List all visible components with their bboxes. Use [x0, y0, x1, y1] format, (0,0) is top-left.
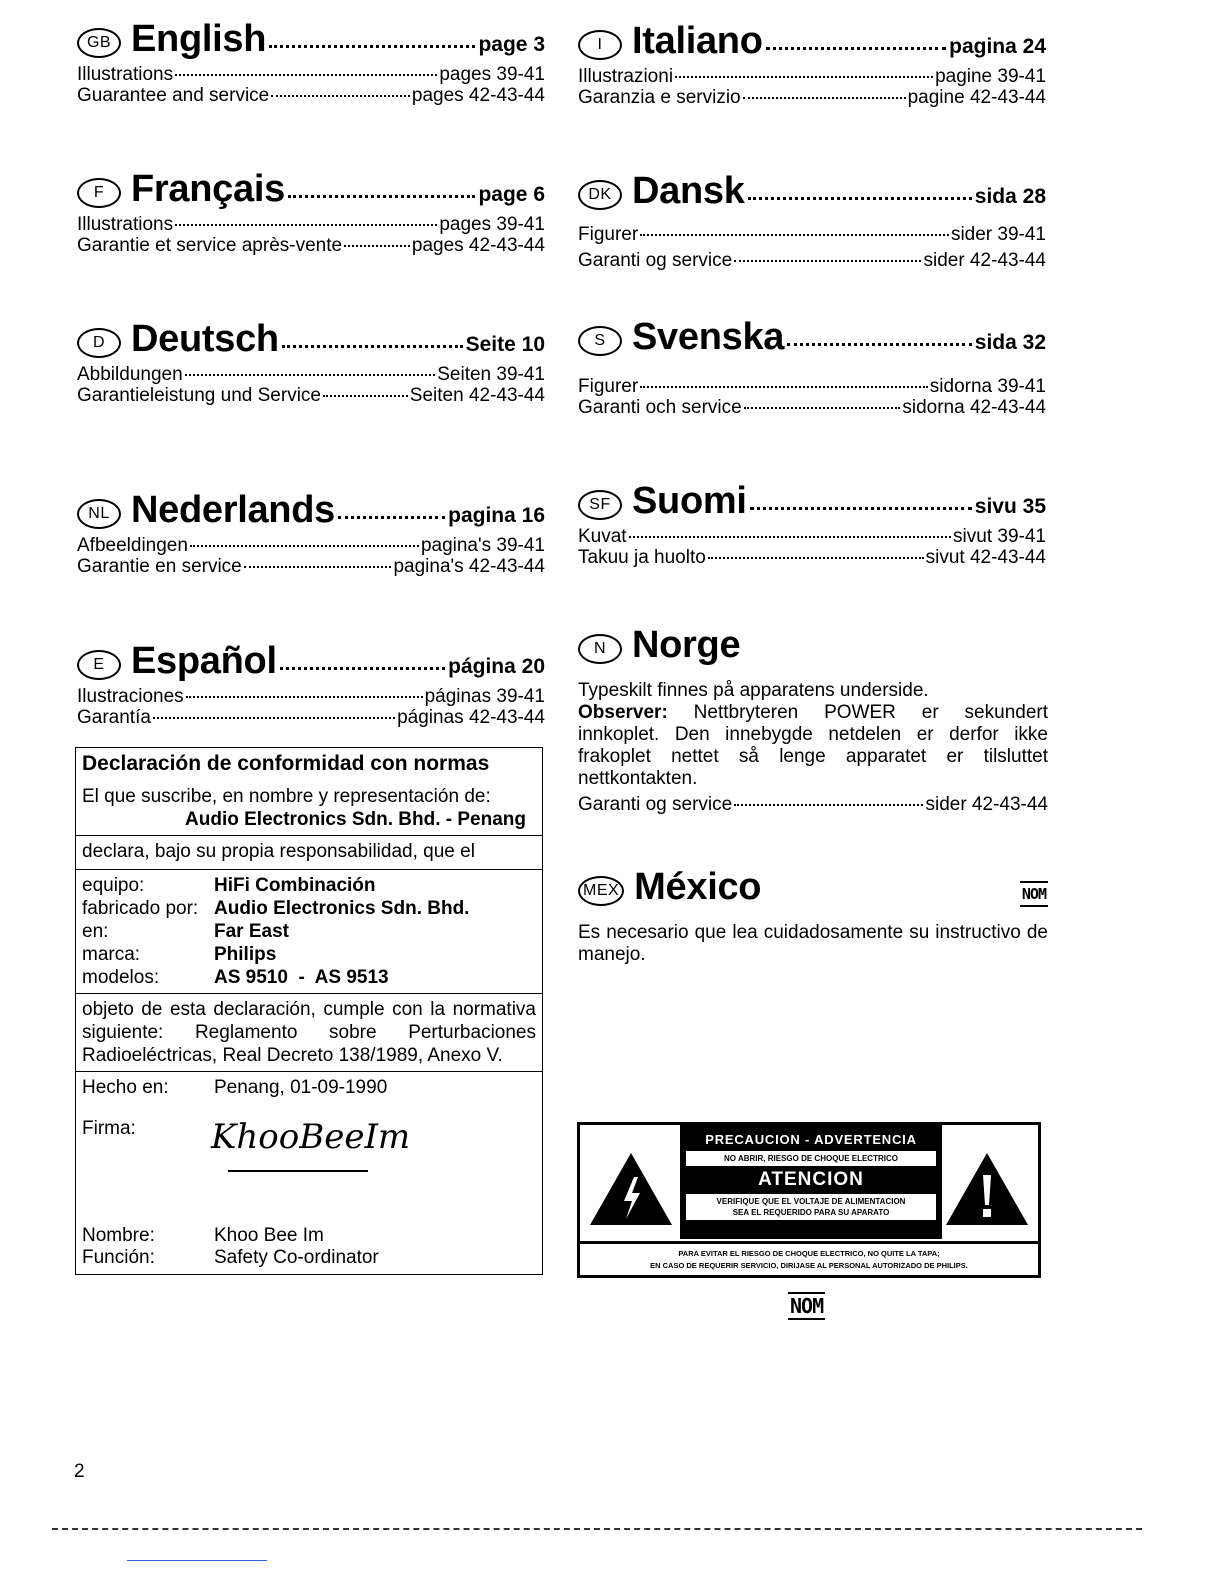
country-badge-sf: SF — [578, 490, 622, 520]
lang-svenska — [578, 316, 1046, 418]
warning-center: PRECAUCION - ADVERTENCIA NO ABRIR, RIESGO DE CHOQUE ELECTRICO ATENCION VERIFIQUE QUE EL VOLTAJE DE ALIMENTACION SEA EL REQUERIDO PARA SU APARATO — [680, 1125, 942, 1239]
country-badge-d: D — [77, 328, 121, 358]
toc-row: Afbeeldingen pagina's 39-41 — [77, 535, 545, 556]
declaration-intro: El que suscribe, en nombre y representación de: — [82, 786, 491, 807]
lang-mexico — [578, 866, 1048, 966]
page-number: 2 — [74, 1461, 85, 1482]
lang-title: Suomi — [632, 480, 747, 522]
lang-page: pagina 24 — [949, 35, 1046, 58]
declaration-field: modelos: AS 9510 - AS 9513 — [82, 967, 389, 988]
country-badge-gb: GB — [77, 28, 121, 58]
lang-page: sivu 35 — [974, 495, 1046, 518]
lang-espanol — [77, 640, 545, 728]
lang-page: sida 28 — [974, 185, 1046, 208]
lang-title: Français — [131, 168, 285, 210]
toc-row: Ilustraciones páginas 39-41 — [77, 686, 545, 707]
declaration-box — [75, 747, 543, 1275]
country-badge-s: S — [578, 326, 622, 356]
toc-row: Illustrazioni pagine 39-41 — [578, 66, 1046, 87]
lang-nederlands — [77, 489, 545, 577]
country-badge-i: I — [578, 30, 622, 60]
declaration-field: en: Far East — [82, 921, 289, 942]
cut-line — [52, 1528, 1142, 1530]
declaration-field: equipo: HiFi Combinación — [82, 875, 376, 896]
toc-row: Guarantee and service pages 42-43-44 — [77, 85, 545, 106]
country-badge-nl: NL — [77, 499, 121, 529]
divider — [127, 1560, 267, 1561]
toc-row: Garanzia e servizio pagine 42-43-44 — [578, 87, 1046, 108]
toc-row: Kuvat sivut 39-41 — [578, 526, 1046, 547]
lang-title: Italiano — [632, 20, 763, 62]
lang-suomi — [578, 480, 1046, 568]
declaration-field: fabricado por: Audio Electronics Sdn. Bhd. — [82, 898, 470, 919]
toc-row: Garantie en service pagina's 42-43-44 — [77, 556, 545, 577]
lang-title: Deutsch — [131, 318, 279, 360]
mexico-text: Es necesario que lea cuidadosamente su instructivo de manejo. — [578, 922, 1048, 965]
declaration-field: marca: Philips — [82, 944, 277, 965]
toc-row: Illustrations pages 39-41 — [77, 214, 545, 235]
warning-bottom-text: PARA EVITAR EL RIESGO DE CHOQUE ELECTRICO, NO QUITE LA TAPA; EN CASO DE REQUERIR SERVICIO, DIRIJASE AL PERSONAL AUTORIZADO DE PHILIPS. — [580, 1241, 1038, 1275]
lang-page: page 3 — [478, 33, 545, 56]
lang-page: sida 32 — [974, 331, 1046, 354]
lang-francais — [77, 168, 545, 256]
declaration-made-in: Hecho en: Penang, 01-09-1990 — [82, 1077, 388, 1098]
toc-row: Garantieleistung und Service Seiten 42-43-44 — [77, 385, 545, 406]
lang-title: Español — [131, 640, 277, 682]
nom-logo: NOM — [1020, 881, 1048, 907]
declaration-declares: declara, bajo su propia responsabilidad, que el — [82, 841, 475, 862]
nom-logo-bottom: NOM — [790, 1294, 824, 1318]
toc-row: Takuu ja huolto sivut 42-43-44 — [578, 547, 1046, 568]
signature: KhooBeeIm — [211, 1117, 411, 1157]
lang-dansk — [578, 170, 1046, 271]
lang-title: Svenska — [632, 316, 785, 358]
norge-line1: Typeskilt finnes på apparatens underside. — [578, 680, 929, 701]
exclamation-warning-icon — [944, 1151, 1030, 1227]
declaration-company: Audio Electronics Sdn. Bhd. - Penang — [185, 809, 526, 830]
norge-observer: Observer: Nettbryteren POWER er sekundert innkoplet. Den innebygde netdelen er derfor ikke frakoplet nettet så lenge apparatet er tilsluttet nettkontakten. — [578, 702, 1048, 789]
country-badge-n: N — [578, 634, 622, 664]
toc-row: Garantía páginas 42-43-44 — [77, 707, 545, 728]
lang-title: Dansk — [632, 170, 745, 212]
country-badge-mex: MEX — [578, 876, 624, 906]
lang-title: Nederlands — [131, 489, 335, 531]
declaration-title: Declaración de conformidad con normas — [82, 752, 490, 775]
country-badge-f: F — [77, 178, 121, 208]
declaration-name: Nombre: Khoo Bee Im — [82, 1225, 324, 1246]
lang-title: English — [131, 18, 267, 60]
lang-page: página 20 — [448, 655, 545, 678]
toc-row: Garantie et service après-vente pages 42-43-44 — [77, 235, 545, 256]
declaration-function: Función: Safety Co-ordinator — [82, 1247, 379, 1268]
signature-label: Firma: — [82, 1118, 136, 1139]
lang-page: page 6 — [478, 183, 545, 206]
toc-row: Figurer sider 39-41 — [578, 224, 1046, 245]
lang-norge — [578, 624, 1048, 815]
lang-page: Seite 10 — [465, 333, 545, 356]
lang-page: pagina 16 — [448, 504, 545, 527]
lightning-warning-icon — [588, 1151, 674, 1227]
country-badge-e: E — [77, 650, 121, 680]
toc-row: Figurer sidorna 39-41 — [578, 376, 1046, 397]
warning-label — [577, 1122, 1041, 1278]
lang-deutsch — [77, 318, 545, 406]
country-badge-dk: DK — [578, 180, 622, 210]
toc-row: Garanti och service sidorna 42-43-44 — [578, 397, 1046, 418]
lang-italiano — [578, 20, 1046, 108]
lang-title: Norge — [632, 624, 741, 666]
toc-row: Garanti og service sider 42-43-44 — [578, 794, 1048, 815]
toc-row: Garanti og service sider 42-43-44 — [578, 250, 1046, 271]
lang-english — [77, 18, 545, 106]
toc-row: Illustrations pages 39-41 — [77, 64, 545, 85]
toc-row: Abbildungen Seiten 39-41 — [77, 364, 545, 385]
lang-title: México — [634, 866, 762, 908]
declaration-object-text: objeto de esta declaración, cumple con la normativa siguiente: Reglamento sobre Perturbaciones Radioeléctricas, Real Decreto 138/1989, Anexo V. — [82, 999, 536, 1066]
